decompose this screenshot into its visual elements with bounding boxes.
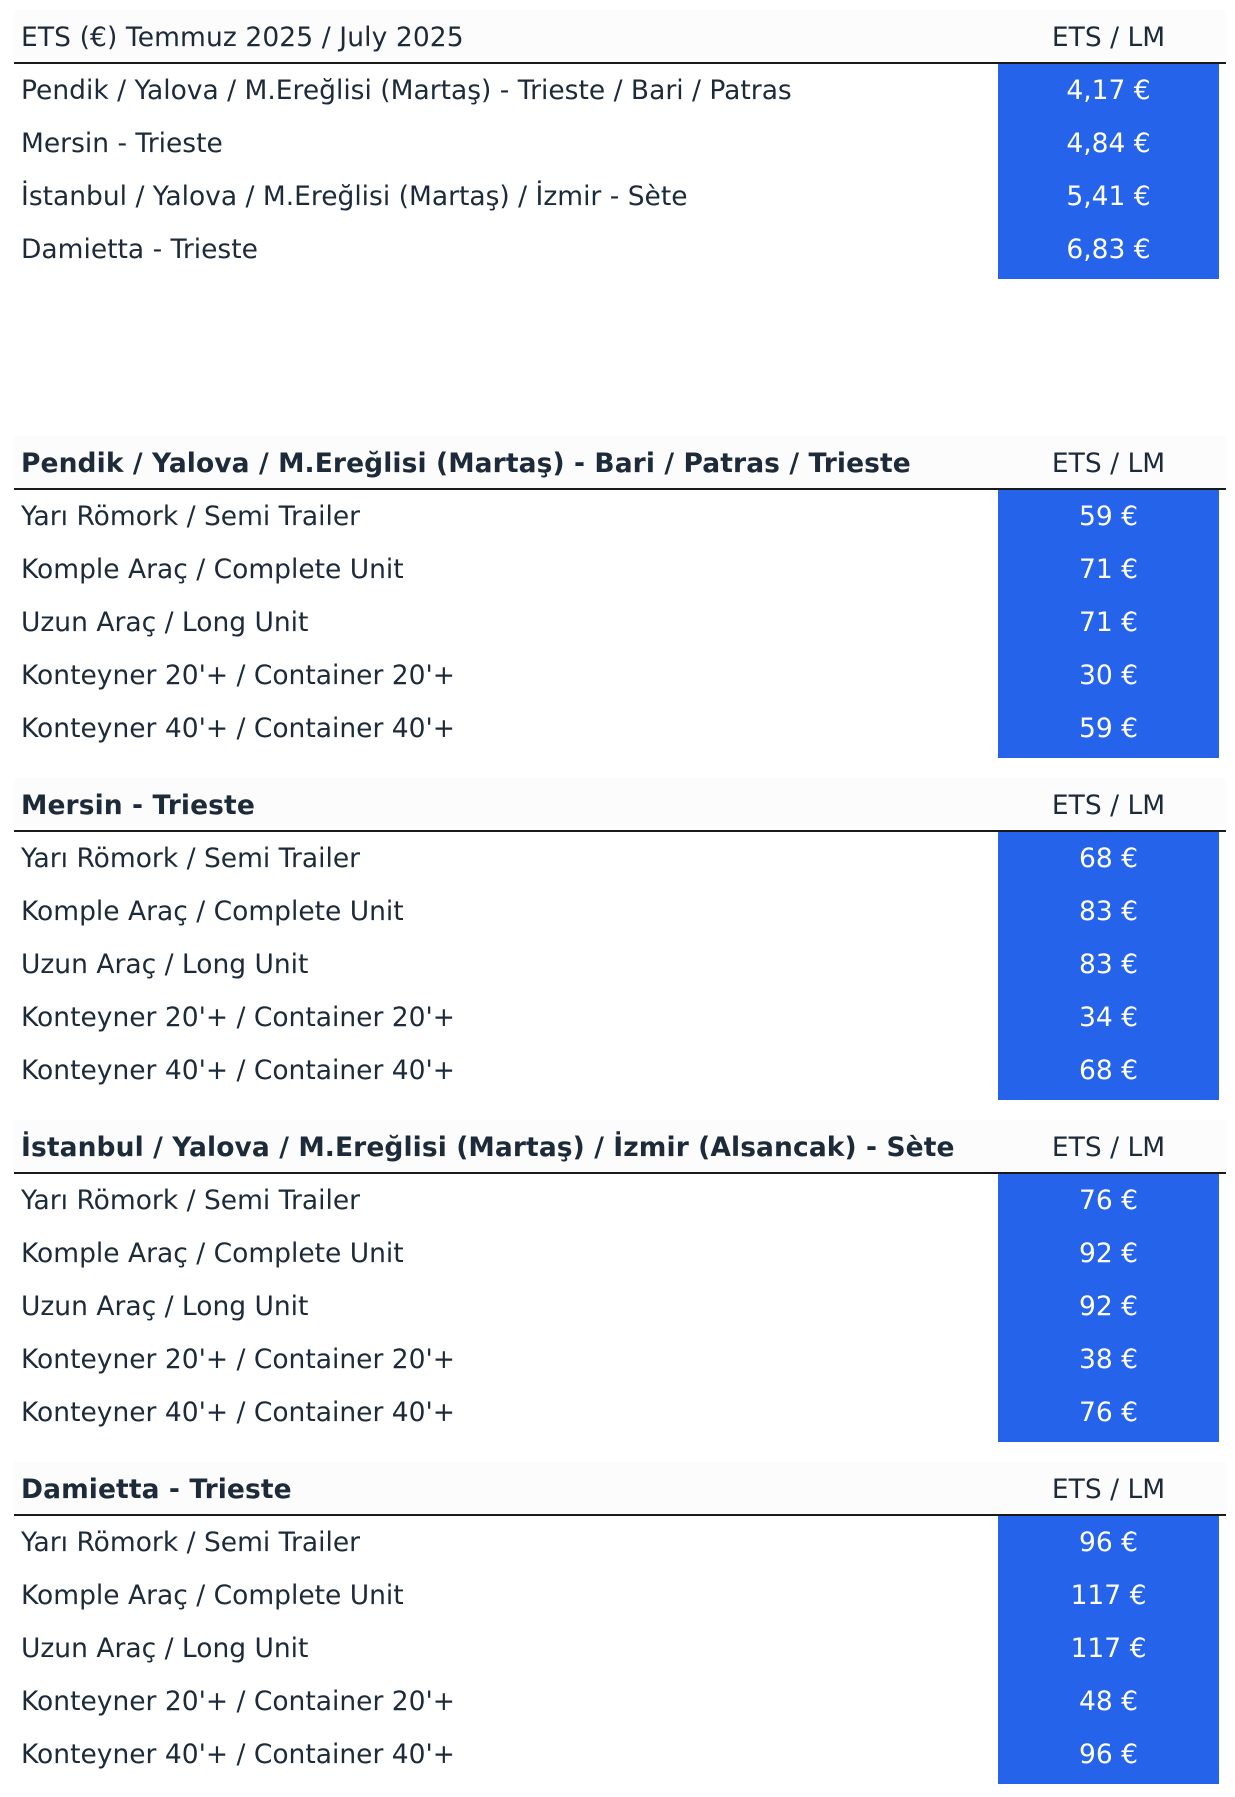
route-label: Mersin - Trieste	[21, 128, 223, 159]
vehicle-type-label: Komple Araç / Complete Unit	[21, 1580, 404, 1611]
rate-value: 68 €	[998, 1044, 1219, 1100]
vehicle-type-label: Konteyner 20'+ / Container 20'+	[21, 1686, 455, 1717]
route-label: İstanbul / Yalova / M.Ereğlisi (Martaş) / İzmir - Sète	[21, 181, 688, 212]
vehicle-type-label: Komple Araç / Complete Unit	[21, 554, 404, 585]
table-row	[14, 702, 1226, 755]
rate-value: 4,84 €	[998, 117, 1219, 170]
vehicle-type-label: Yarı Römork / Semi Trailer	[21, 1527, 361, 1558]
route-label: Pendik / Yalova / M.Ereğlisi (Martaş) - Trieste / Bari / Patras	[21, 75, 792, 106]
rate-value: 76 €	[998, 1386, 1219, 1442]
rate-value: 83 €	[998, 885, 1219, 938]
route-column-header: ETS / LM	[1051, 1132, 1166, 1163]
route-title: Pendik / Yalova / M.Ereğlisi (Martaş) - Bari / Patras / Trieste	[21, 448, 911, 479]
table-row	[14, 1622, 1226, 1675]
rate-value: 96 €	[998, 1728, 1219, 1784]
vehicle-type-label: Komple Araç / Complete Unit	[21, 1238, 404, 1269]
route-header	[14, 436, 1226, 490]
rate-value: 59 €	[998, 702, 1219, 758]
table-row	[14, 938, 1226, 991]
vehicle-type-label: Uzun Araç / Long Unit	[21, 949, 309, 980]
route-table-pendik	[14, 436, 1226, 755]
rate-value: 83 €	[998, 938, 1219, 991]
rate-value: 96 €	[998, 1516, 1219, 1569]
vehicle-type-label: Konteyner 40'+ / Container 40'+	[21, 1397, 455, 1428]
vehicle-type-label: Yarı Römork / Semi Trailer	[21, 1185, 361, 1216]
vehicle-type-label: Konteyner 20'+ / Container 20'+	[21, 660, 455, 691]
rate-value: 4,17 €	[998, 64, 1219, 117]
rate-value: 76 €	[998, 1174, 1219, 1227]
rate-value: 6,83 €	[998, 223, 1219, 279]
summary-table	[14, 10, 1226, 276]
rate-value: 117 €	[998, 1569, 1219, 1622]
rate-value: 48 €	[998, 1675, 1219, 1728]
vehicle-type-label: Uzun Araç / Long Unit	[21, 1291, 309, 1322]
vehicle-type-label: Uzun Araç / Long Unit	[21, 1633, 309, 1664]
route-label: Damietta - Trieste	[21, 234, 258, 265]
vehicle-type-label: Konteyner 40'+ / Container 40'+	[21, 713, 455, 744]
table-row	[14, 885, 1226, 938]
table-row	[14, 543, 1226, 596]
table-row	[14, 1728, 1226, 1781]
route-table-istanbul	[14, 1120, 1226, 1439]
table-row	[14, 1280, 1226, 1333]
vehicle-type-label: Uzun Araç / Long Unit	[21, 607, 309, 638]
rate-value: 71 €	[998, 596, 1219, 649]
route-title: Damietta - Trieste	[21, 1474, 292, 1505]
route-title: İstanbul / Yalova / M.Ereğlisi (Martaş) / İzmir (Alsancak) - Sète	[21, 1132, 955, 1163]
table-row	[14, 223, 1226, 276]
rate-value: 34 €	[998, 991, 1219, 1044]
vehicle-type-label: Yarı Römork / Semi Trailer	[21, 501, 361, 532]
rate-value: 5,41 €	[998, 170, 1219, 223]
vehicle-type-label: Konteyner 20'+ / Container 20'+	[21, 1344, 455, 1375]
route-title: Mersin - Trieste	[21, 790, 255, 821]
table-row	[14, 649, 1226, 702]
table-row	[14, 991, 1226, 1044]
table-row	[14, 596, 1226, 649]
table-row	[14, 1675, 1226, 1728]
rate-value: 71 €	[998, 543, 1219, 596]
route-column-header: ETS / LM	[1051, 790, 1166, 821]
route-table-damietta	[14, 1462, 1226, 1781]
route-table-mersin	[14, 778, 1226, 1097]
table-row	[14, 832, 1226, 885]
table-row	[14, 170, 1226, 223]
vehicle-type-label: Konteyner 20'+ / Container 20'+	[21, 1002, 455, 1033]
route-header	[14, 1120, 1226, 1174]
table-row	[14, 1569, 1226, 1622]
table-row	[14, 1333, 1226, 1386]
vehicle-type-label: Konteyner 40'+ / Container 40'+	[21, 1055, 455, 1086]
route-header	[14, 778, 1226, 832]
summary-title: ETS (€) Temmuz 2025 / July 2025	[21, 22, 464, 53]
table-row	[14, 64, 1226, 117]
table-row	[14, 1044, 1226, 1097]
table-row	[14, 1174, 1226, 1227]
table-row	[14, 490, 1226, 543]
route-column-header: ETS / LM	[1051, 1474, 1166, 1505]
vehicle-type-label: Yarı Römork / Semi Trailer	[21, 843, 361, 874]
rate-value: 92 €	[998, 1227, 1219, 1280]
rate-value: 68 €	[998, 832, 1219, 885]
rate-value: 38 €	[998, 1333, 1219, 1386]
summary-column-header: ETS / LM	[1051, 22, 1166, 53]
table-row	[14, 1386, 1226, 1439]
table-row	[14, 1227, 1226, 1280]
rate-value: 92 €	[998, 1280, 1219, 1333]
route-header	[14, 1462, 1226, 1516]
table-row	[14, 117, 1226, 170]
vehicle-type-label: Komple Araç / Complete Unit	[21, 896, 404, 927]
rate-value: 117 €	[998, 1622, 1219, 1675]
summary-header	[14, 10, 1226, 64]
table-row	[14, 1516, 1226, 1569]
vehicle-type-label: Konteyner 40'+ / Container 40'+	[21, 1739, 455, 1770]
rate-value: 59 €	[998, 490, 1219, 543]
route-column-header: ETS / LM	[1051, 448, 1166, 479]
rate-value: 30 €	[998, 649, 1219, 702]
